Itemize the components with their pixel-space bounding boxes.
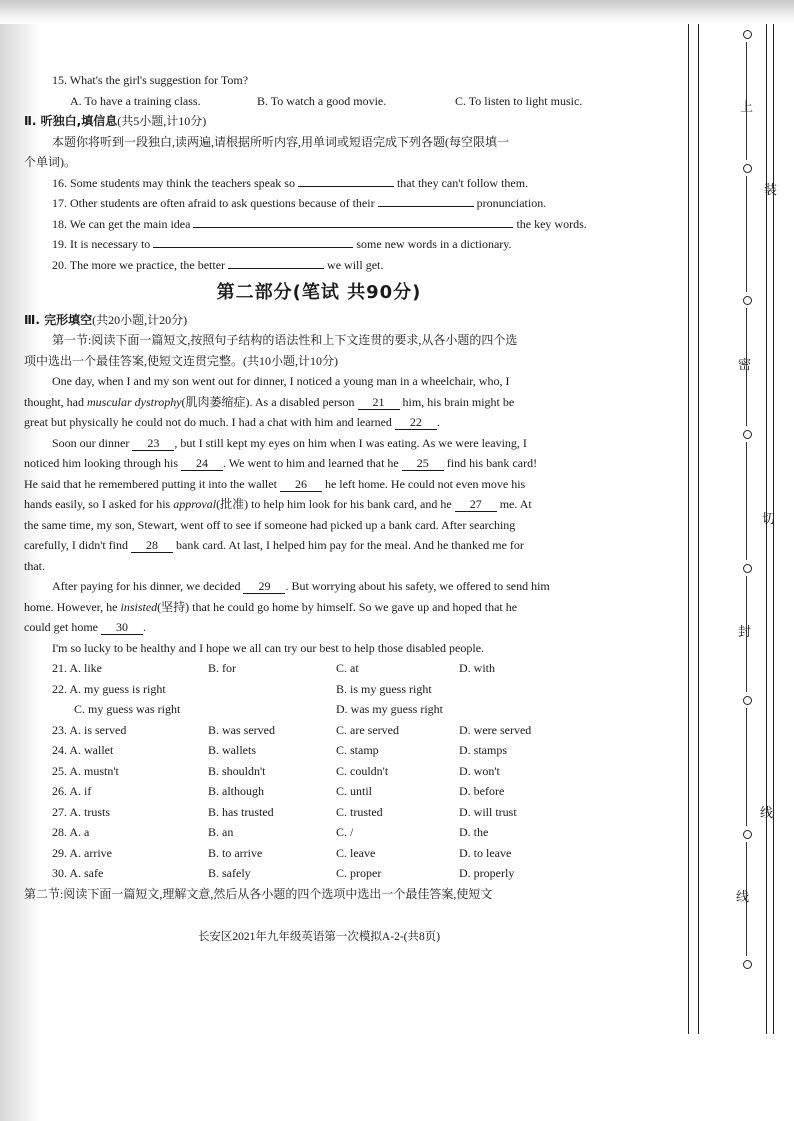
answer-blank	[193, 214, 513, 228]
cloze-blank-21: 21	[358, 395, 400, 410]
passage-line: could get home 30 .	[24, 620, 146, 634]
question-15: 15. What's the girl's suggestion for Tom?	[52, 73, 249, 87]
options-30: 30. A. safe B. safely C. proper D. properly	[52, 866, 515, 880]
options-29: 29. A. arrive B. to arrive C. leave D. to leave	[52, 845, 512, 860]
cloze-blank-22: 22	[395, 415, 437, 430]
cloze-blank-25: 25	[402, 456, 444, 471]
options-23: 23. A. is served B. was served C. are served D. were served	[52, 722, 532, 737]
question-15-options	[24, 91, 614, 112]
binding-char: 封	[738, 625, 752, 640]
passage-line: carefully, I didn't find 28 bank card. At last, I helped him pay for the meal. And he thanked me for	[24, 538, 524, 552]
part-2-title: 第二部分(笔试 共90分)	[216, 282, 422, 303]
binding-hole	[743, 296, 752, 305]
options-27: 27. A. trusts B. has trusted C. trusted D. will trust	[52, 804, 517, 819]
passage-line: thought, had muscular dystrophy(肌肉萎缩症). As a disabled person 21 him, his brain might be	[24, 394, 515, 409]
passage-line: great but physically he could not do much. I had a chat with him and learned 22 .	[24, 415, 440, 429]
q15-option-c: C. To listen to light music.	[455, 93, 583, 108]
passage-line: Soon our dinner 23 , but I still kept my eyes on him when I was eating. As we were leaving, I	[52, 435, 527, 450]
cloze-blank-26: 26	[280, 477, 322, 492]
passage-line: noticed him looking through his 24 . We went to him and learned that he 25 find his bank card!	[24, 456, 538, 470]
binding-hole	[743, 164, 752, 173]
fill-item-19: 19. It is necessary to some new words in a dictionary.	[24, 234, 614, 255]
section-3-heading: Ⅲ. 完形填空(共20小题,计20分)	[24, 312, 188, 327]
section-3-part-2-instruction: 第二节:阅读下面一篇短文,理解文意,然后从各小题的四个选项中选出一个最佳答案,使短文	[24, 886, 493, 901]
section-3-instruction: 第一节:阅读下面一篇短文,按照句子结构的语法性和上下文连贯的要求,从各小题的四个选	[52, 333, 518, 347]
options-25: 25. A. mustn't B. shouldn't C. couldn't D. won't	[52, 763, 500, 778]
fill-item-16: 16. Some students may think the teachers speak so that they can't follow them.	[24, 173, 614, 194]
passage-line: that.	[24, 558, 45, 573]
binding-char: 切	[762, 512, 776, 527]
answer-blank	[228, 255, 324, 269]
binding-char: 密	[738, 358, 752, 373]
cloze-options	[24, 658, 614, 884]
cloze-blank-28: 28	[131, 538, 173, 553]
section-2-heading: Ⅱ. 听独白,填信息(共5小题,计10分)	[24, 114, 207, 128]
passage-line: After paying for his dinner, we decided 29 . But worrying about his safety, we offered to send him	[52, 579, 550, 593]
cloze-blank-29: 29	[243, 579, 285, 594]
binding-hole	[743, 830, 752, 839]
binding-hole	[743, 564, 752, 573]
binding-char: 上	[740, 100, 754, 115]
binding-hole	[743, 696, 752, 705]
fill-item-18: 18. We can get the main idea the key words.	[24, 214, 614, 235]
answer-blank	[378, 193, 474, 207]
cloze-blank-24: 24	[181, 456, 223, 471]
binding-hole	[743, 430, 752, 439]
cloze-blank-27: 27	[455, 497, 497, 512]
cloze-blank-30: 30	[101, 620, 143, 635]
cloze-passage	[24, 371, 614, 658]
passage-line: home. However, he insisted(坚持) that he could go home by himself. So we gave up and hoped that he	[24, 599, 518, 614]
page-footer: 长安区2021年九年级英语第一次模拟A-2-(共8页)	[197, 931, 441, 943]
cloze-blank-23: 23	[132, 436, 174, 451]
binding-hole	[743, 960, 752, 969]
options-22b: C. my guess was right D. was my guess right	[74, 702, 443, 716]
binding-char: 线	[736, 890, 750, 905]
passage-line: the same time, my son, Stewart, went off to see if someone had picked up a bank card. After searching	[24, 517, 516, 532]
section-3-instruction-cont: 项中选出一个最佳答案,使短文连贯完整。(共10小题,计10分)	[24, 353, 338, 368]
passage-line: He said that he remembered putting it into the wallet 26 he left home. He could not even move his	[24, 476, 526, 491]
answer-blank	[298, 173, 394, 187]
binding-margin	[688, 24, 794, 1034]
fill-item-17: 17. Other students are often afraid to ask questions because of their pronunciation.	[24, 193, 614, 214]
options-24: 24. A. wallet B. wallets C. stamp D. stamps	[52, 743, 507, 757]
binding-char: 线	[760, 806, 774, 821]
q15-option-b: B. To watch a good movie.	[257, 93, 387, 108]
section-2-instruction-cont: 个单词)。	[24, 155, 76, 169]
binding-hole	[743, 30, 752, 39]
passage-line: I'm so lucky to be healthy and I hope we all can try our best to help those disabled people.	[52, 640, 485, 655]
passage-line: One day, when I and my son went out for dinner, I noticed a young man in a wheelchair, who, I	[52, 374, 510, 388]
passage-line: hands easily, so I asked for his approval(批准) to help him look for his bank card, and he 27 me. At	[24, 497, 532, 511]
section-2-instruction: 本题你将听到一段独白,读两遍,请根据所听内容,用单词或短语完成下列各题(每空限填一	[52, 134, 509, 149]
binding-char: 装	[764, 183, 778, 198]
options-22a: 22. A. my guess is right B. is my guess right	[52, 681, 432, 696]
options-26: 26. A. if B. although C. until D. before	[52, 784, 505, 798]
options-28: 28. A. a B. an C. / D. the	[52, 825, 489, 839]
page-content	[24, 70, 614, 904]
scan-top-shadow	[0, 0, 794, 24]
options-21: 21. A. like B. for C. at D. with	[52, 661, 495, 675]
q15-option-a: A. To have a training class.	[70, 93, 201, 108]
fill-item-20: 20. The more we practice, the better we will get.	[24, 255, 614, 276]
answer-blank	[153, 234, 353, 248]
